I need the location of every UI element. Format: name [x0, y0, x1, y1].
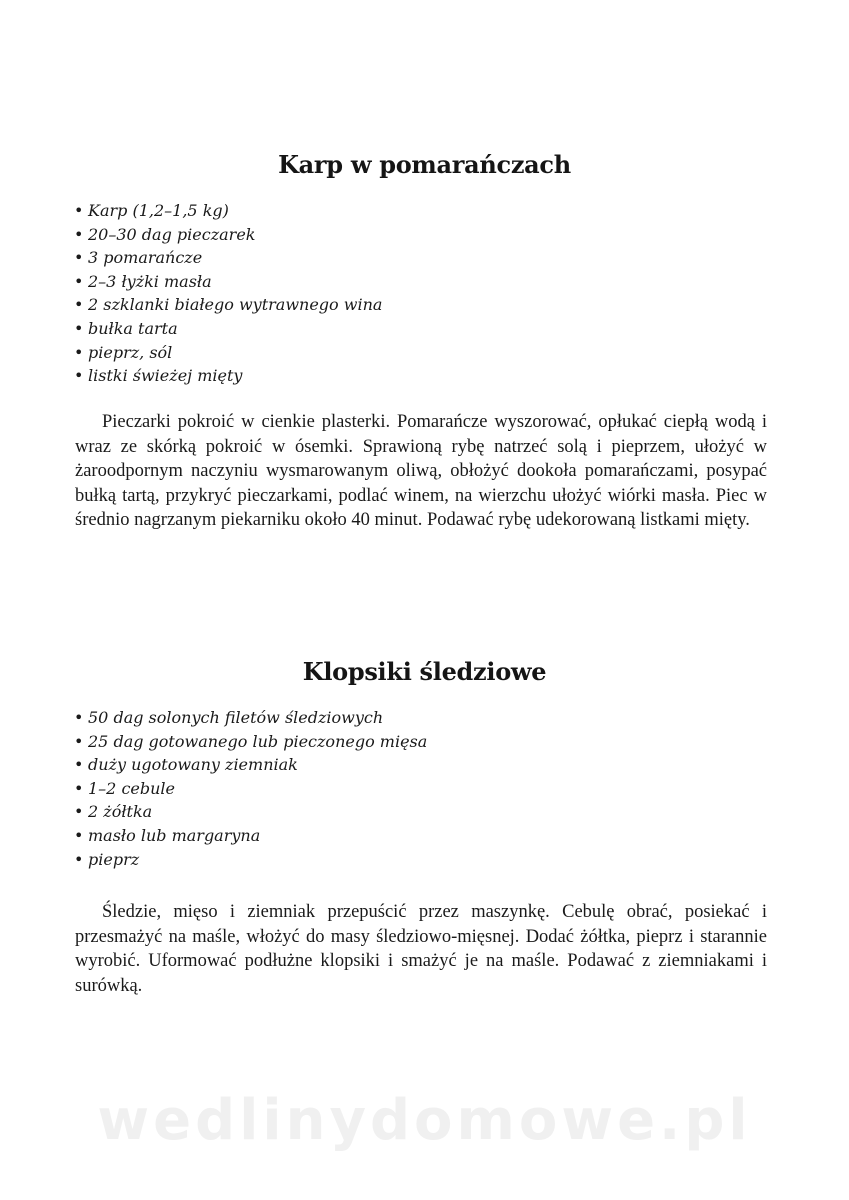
ingredient-item [74, 824, 427, 848]
ingredient-list-klopsiki [74, 706, 427, 871]
ingredient-item [74, 753, 427, 777]
ingredient-item [74, 317, 382, 341]
bullet-icon: • [74, 802, 84, 822]
bullet-icon: • [74, 825, 84, 845]
ingredient-item [74, 223, 382, 247]
recipe-title-klopsiki: Klopsiki śledziowe [302, 657, 547, 686]
ingredient-text: 25 dag gotowanego lub pieczonego mięsa [88, 731, 428, 751]
bullet-icon: • [74, 849, 84, 869]
bullet-icon: • [74, 318, 84, 338]
ingredient-list-karp [74, 199, 382, 388]
bullet-icon: • [74, 778, 84, 798]
watermark: wedlinydomowe.pl [97, 1088, 752, 1153]
ingredient-text: 20–30 dag pieczarek [88, 224, 256, 244]
ingredient-item [74, 777, 427, 801]
recipe-title-karp: Karp w pomarańczach [278, 150, 571, 179]
bullet-icon: • [74, 248, 84, 268]
bullet-icon: • [74, 271, 84, 291]
bullet-icon: • [74, 201, 84, 220]
ingredient-text: bułka tarta [88, 318, 178, 338]
bullet-icon: • [74, 295, 84, 315]
ingredient-item [74, 848, 427, 872]
ingredient-text: pieprz, sól [88, 342, 173, 362]
ingredient-text: 1–2 cebule [88, 778, 176, 798]
ingredient-item [74, 800, 427, 824]
ingredient-text: 2 szklanki białego wytrawnego wina [88, 295, 383, 315]
ingredient-item [74, 730, 427, 754]
bullet-icon: • [74, 708, 84, 727]
ingredient-item [74, 270, 382, 294]
ingredient-item [74, 293, 382, 317]
ingredient-item [74, 246, 382, 270]
ingredient-item [74, 706, 427, 730]
ingredient-text: duży ugotowany ziemniak [88, 755, 298, 775]
ingredient-text: masło lub margaryna [88, 825, 261, 845]
ingredient-text: 50 dag solonych filetów śledziowych [88, 708, 384, 727]
ingredient-item [74, 341, 382, 365]
ingredient-text: pieprz [88, 849, 140, 869]
instructions-karp: Pieczarki pokroić w cienkie plasterki. Pomarańcze wyszorować, opłukać ciepłą wodą i wraz ze skórką pokroić w ósemki. Sprawioną rybę natrzeć solą i pieprzem, ułożyć w żaroodpornym naczyniu wysmarowanym oliwą, obłożyć dookoła pomarańczami, posypać bułką tartą, przykryć pieczarkami, podlać winem, na wierzchu ułożyć wiórki masła. Piec w średnio nagrzanym piekarniku około 40 minut. Podawać rybę udekorowaną listkami mięty. [75, 412, 767, 531]
ingredient-text: listki świeżej mięty [88, 366, 243, 386]
instructions-klopsiki: Śledzie, mięso i ziemniak przepuścić przez maszynkę. Cebulę obrać, posiekać i przesmażyć na maśle, włożyć do masy śledziowo-mięsnej. Dodać żółtka, pieprz i starannie wyrobić. Uformować podłużne klopsiki i smażyć je na maśle. Podawać z ziemniakami i surówką. [75, 902, 767, 996]
bullet-icon: • [74, 224, 84, 244]
bullet-icon: • [74, 731, 84, 751]
bullet-icon: • [74, 342, 84, 362]
ingredient-text: 3 pomarańcze [88, 248, 203, 268]
bullet-icon: • [74, 366, 84, 386]
ingredient-text: 2–3 łyżki masła [88, 271, 212, 291]
ingredient-item [74, 364, 382, 388]
ingredient-text: Karp (1,2–1,5 kg) [88, 201, 229, 220]
ingredient-item [74, 199, 382, 223]
ingredient-text: 2 żółtka [88, 802, 153, 822]
bullet-icon: • [74, 755, 84, 775]
